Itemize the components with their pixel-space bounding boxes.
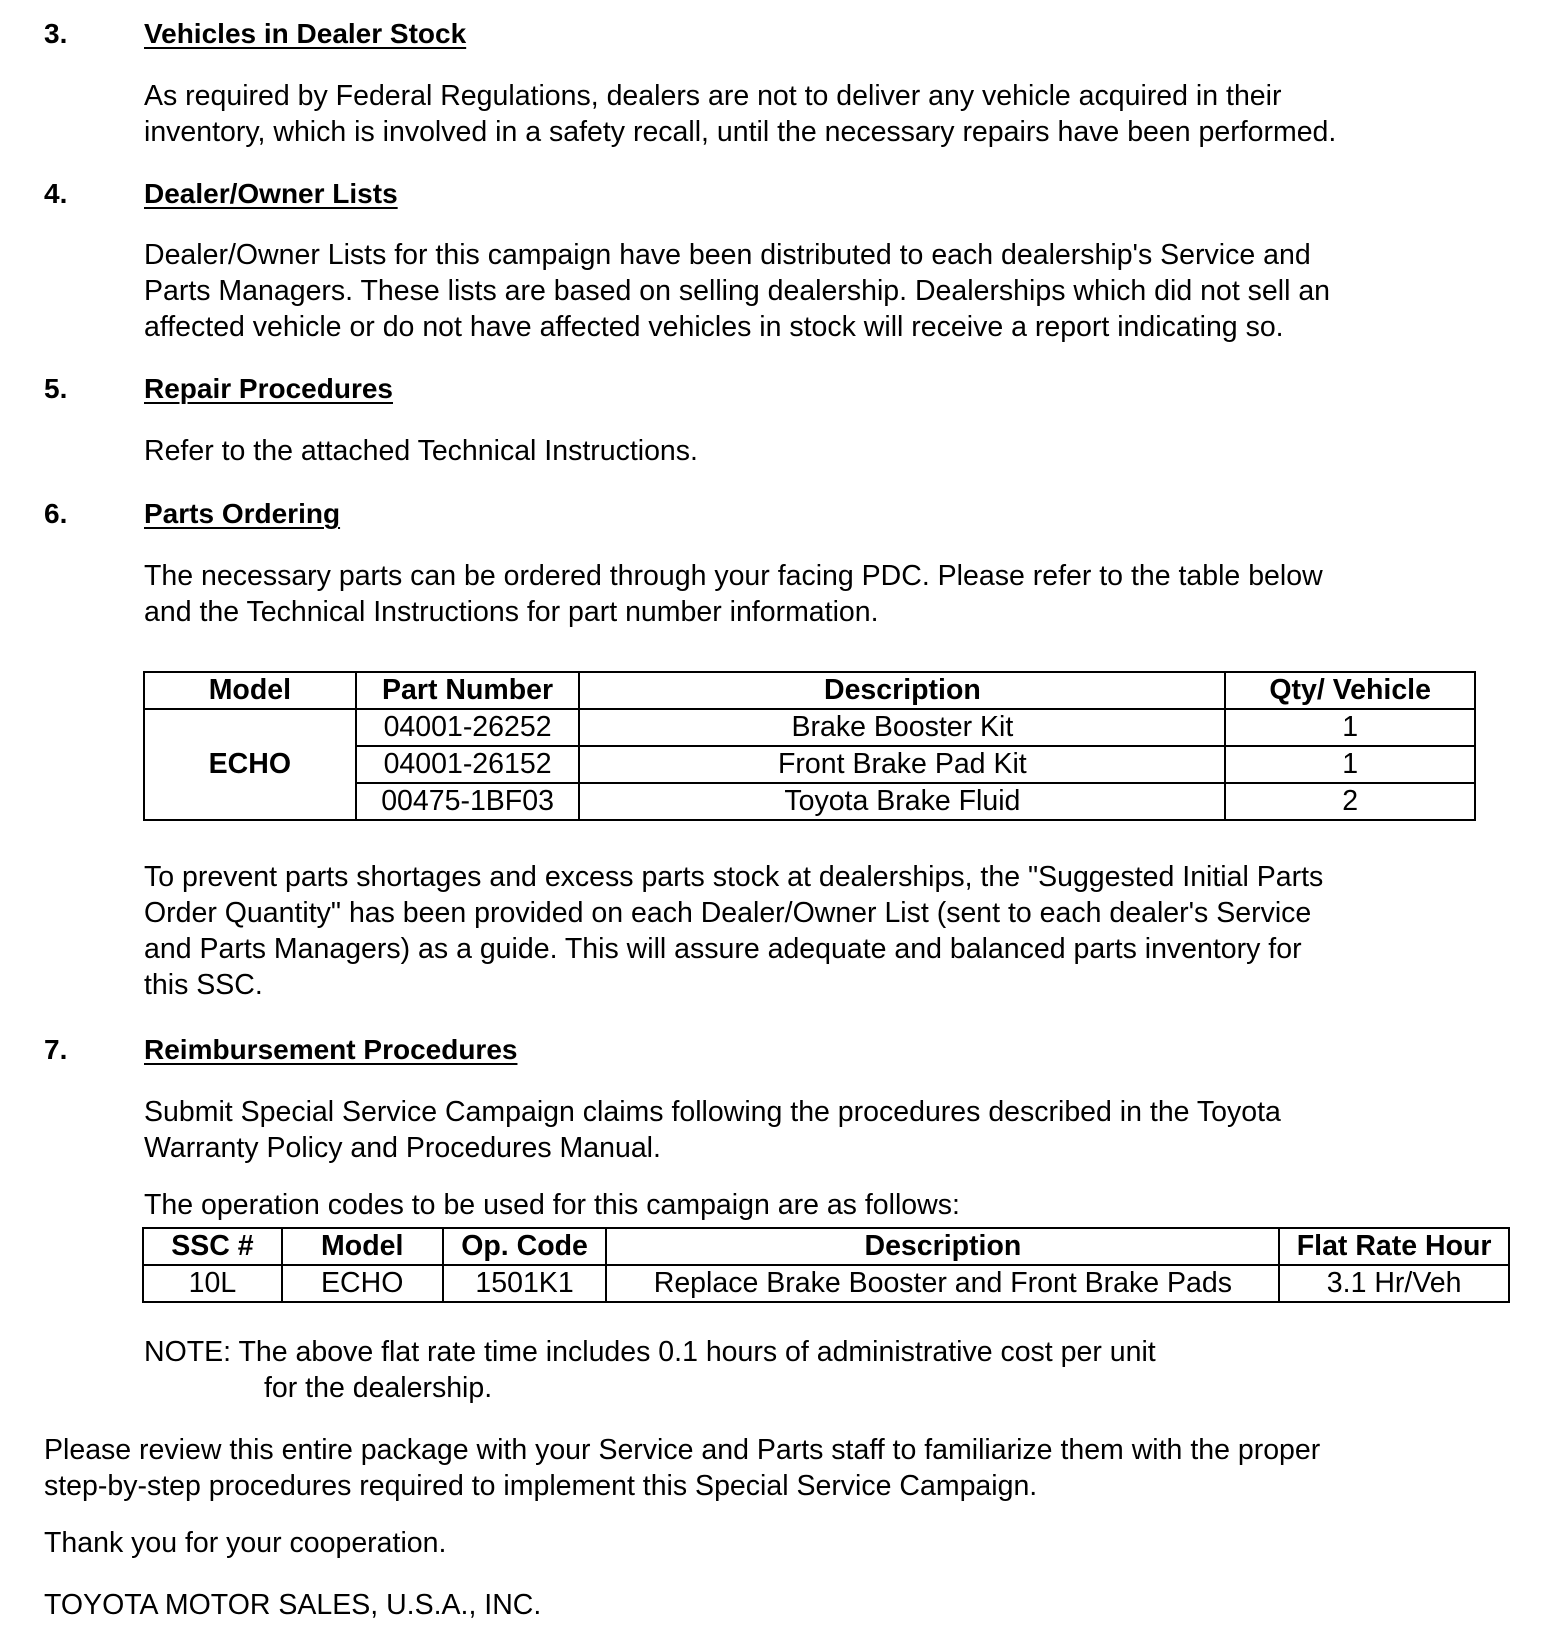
column-header: Op. Code [443, 1228, 607, 1265]
note-line: for the dealership. [264, 1372, 493, 1404]
column-header: Part Number [356, 672, 580, 709]
operation-codes-table [142, 1227, 1510, 1303]
thanks-line: Thank you for your cooperation. [44, 1527, 447, 1559]
paragraph-line: step-by-step procedures required to implement this Special Service Campaign. [44, 1470, 1038, 1502]
section-paragraph [144, 558, 1544, 630]
paragraph-line: Refer to the attached Technical Instructions. [144, 435, 698, 467]
column-header: Description [579, 672, 1225, 709]
paragraph-line: Dealer/Owner Lists for this campaign have been distributed to each dealership's Service and [144, 239, 1311, 271]
signature: TOYOTA MOTOR SALES, U.S.A., INC. [44, 1589, 542, 1621]
section-paragraph [144, 433, 1544, 469]
paragraph-line: this SSC. [144, 969, 263, 1001]
section-heading: Reimbursement Procedures [144, 1034, 518, 1065]
section-heading: Repair Procedures [144, 373, 393, 404]
section-number: 3. [44, 18, 68, 49]
section-heading: Vehicles in Dealer Stock [144, 18, 467, 49]
paragraph-line: Parts Managers. These lists are based on selling dealership. Dealerships which did not sell an [144, 275, 1331, 307]
column-header: SSC # [143, 1228, 282, 1265]
section-heading: Parts Ordering [144, 498, 341, 529]
paragraph-line: The operation codes to be used for this campaign are as follows: [144, 1189, 960, 1221]
paragraph-line: inventory, which is involved in a safety recall, until the necessary repairs have been performed. [144, 116, 1337, 148]
op-codes-intro [144, 1187, 1544, 1223]
column-header: Qty/ Vehicle [1225, 672, 1475, 709]
paragraph-line: As required by Federal Regulations, dealers are not to deliver any vehicle acquired in their [144, 80, 1282, 112]
section-paragraph [144, 237, 1544, 345]
description-cell: Toyota Brake Fluid [579, 783, 1225, 820]
section-number: 6. [44, 498, 68, 529]
section-heading: Dealer/Owner Lists [144, 178, 398, 209]
section-number: 4. [44, 178, 68, 209]
column-header: Model [282, 1228, 443, 1265]
part-number-cell: 04001-26252 [356, 709, 580, 746]
op-code-cell: 1501K1 [443, 1265, 607, 1302]
paragraph-line: Submit Special Service Campaign claims following the procedures described in the Toyota [144, 1096, 1281, 1128]
qty-cell: 2 [1225, 783, 1475, 820]
paragraph-line: Order Quantity" has been provided on each Dealer/Owner List (sent to each dealer's Service [144, 897, 1312, 929]
column-header: Description [606, 1228, 1279, 1265]
paragraph-line: The necessary parts can be ordered through your facing PDC. Please refer to the table below [144, 560, 1323, 592]
model-cell: ECHO [144, 709, 356, 820]
column-header: Flat Rate Hour [1279, 1228, 1509, 1265]
paragraph-line: To prevent parts shortages and excess parts stock at dealerships, the "Suggested Initial Parts [144, 861, 1324, 893]
paragraph-line: and the Technical Instructions for part number information. [144, 596, 879, 628]
paragraph-line: Please review this entire package with your Service and Parts staff to familiarize them with the proper [44, 1434, 1321, 1466]
part-number-cell: 00475-1BF03 [356, 783, 580, 820]
description-cell: Front Brake Pad Kit [579, 746, 1225, 783]
parts-table [143, 671, 1476, 821]
table-row [144, 709, 1475, 746]
model-cell: ECHO [282, 1265, 443, 1302]
table-header-row [143, 1228, 1509, 1265]
paragraph-line: and Parts Managers) as a guide. This will assure adequate and balanced parts inventory for [144, 933, 1302, 965]
note-line: NOTE: The above flat rate time includes 0.1 hours of administrative cost per unit [144, 1336, 1156, 1368]
section-paragraph [144, 78, 1544, 150]
description-cell: Replace Brake Booster and Front Brake Pads [606, 1265, 1279, 1302]
paragraph-line: Warranty Policy and Procedures Manual. [144, 1132, 661, 1164]
section-number: 7. [44, 1034, 68, 1065]
column-header: Model [144, 672, 356, 709]
closing-paragraph [44, 1432, 1444, 1504]
table-header-row [144, 672, 1475, 709]
qty-cell: 1 [1225, 709, 1475, 746]
table-row [143, 1265, 1509, 1302]
qty-cell: 1 [1225, 746, 1475, 783]
paragraph-line: affected vehicle or do not have affected vehicles in stock will receive a report indicating so. [144, 311, 1284, 343]
part-number-cell: 04001-26152 [356, 746, 580, 783]
ssc-cell: 10L [143, 1265, 282, 1302]
flat-rate-cell: 3.1 Hr/Veh [1279, 1265, 1509, 1302]
section-number: 5. [44, 373, 68, 404]
section-paragraph [144, 859, 1544, 1003]
section-paragraph [144, 1094, 1544, 1166]
description-cell: Brake Booster Kit [579, 709, 1225, 746]
